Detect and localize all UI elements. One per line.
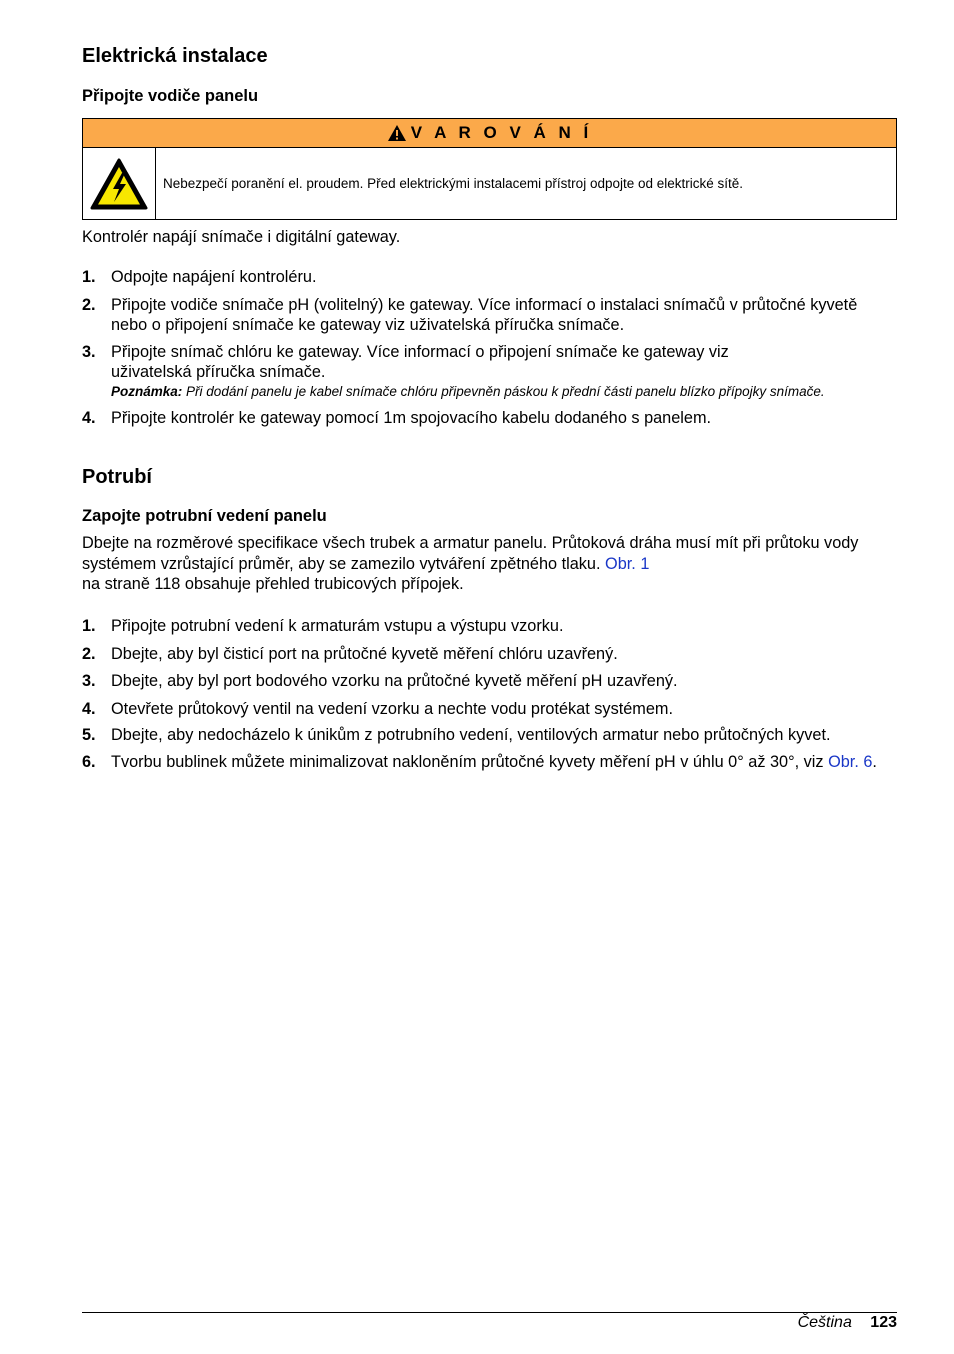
- subheading-connect-piping: Zapojte potrubní vedení panelu: [82, 507, 327, 525]
- list-item: 4. Otevřete průtokový ventil na vedení vzorku a nechte vodu protékat systémem.: [82, 699, 673, 718]
- list-item: 3. Dbejte, aby byl port bodového vzorku na průtočné kyvetě měření pH uzavřený.: [82, 672, 678, 690]
- warning-box: [82, 118, 897, 220]
- subheading-connect-wires: Připojte vodiče panelu: [82, 87, 259, 105]
- figure-link-1[interactable]: Obr. 1: [605, 554, 650, 573]
- intro-paragraph: Kontrolér napájí snímače i digitální gateway.: [82, 228, 401, 246]
- electric-shock-icon: [89, 157, 149, 211]
- list-item: 2. Dbejte, aby byl čisticí port na průtočné kyvetě měření chlóru uzavřený.: [82, 644, 618, 663]
- footer-language: Čeština: [797, 1314, 852, 1331]
- list-item: 5. Dbejte, aby nedocházelo k únikům z potrubního vedení, ventilových armatur nebo průtočných kyvet.: [82, 726, 831, 744]
- note-text: Při dodání panelu je kabel snímače chlóru připevněn páskou k přední části panelu blízko přípojky snímače.: [186, 383, 825, 399]
- section-heading-electrical: Elektrická instalace: [82, 45, 268, 67]
- warning-label: V A R O V Á N Í: [410, 123, 593, 142]
- list-item: 3. Připojte snímač chlóru ke gateway. Více informací o připojení snímače ke gateway viz uživatelská příručka snímače. Poznámka: Při dodání panelu je kabel snímače chlóru připevněn páskou k přední části panelu blízko přípojky snímače.: [82, 342, 897, 401]
- steps-list-electrical: [82, 267, 897, 428]
- note-label: Poznámka:: [111, 383, 183, 399]
- note: [111, 383, 897, 401]
- footer-divider: [82, 1312, 897, 1313]
- steps-list-piping: [82, 616, 897, 772]
- list-item: 2. Připojte vodiče snímače pH (volitelný) ke gateway. Více informací o instalaci snímačů v průtočné kyvetě nebo o připojení snímače ke gateway viz uživatelská příručka snímače.: [82, 295, 858, 334]
- list-item: 4. Připojte kontrolér ke gateway pomocí 1m spojovacího kabelu dodaného s panelem.: [82, 408, 712, 427]
- warning-triangle-icon: [387, 124, 407, 142]
- list-item: 1. Připojte potrubní vedení k armaturám vstupu a výstupu vzorku.: [82, 617, 564, 635]
- figure-link-6[interactable]: Obr. 6: [828, 752, 873, 771]
- section-heading-piping: Potrubí: [82, 466, 152, 488]
- warning-header: [83, 119, 896, 148]
- warning-text: Nebezpečí poranění el. proudem. Před elektrickými instalacemi přístroj odpojte od elektrické sítě.: [163, 176, 744, 191]
- warning-icon-cell: [83, 148, 156, 219]
- page-number: 123: [870, 1314, 897, 1331]
- page-footer: [798, 1313, 897, 1333]
- list-item: 6. Tvorbu bublinek můžete minimalizovat nakloněním průtočné kyvety měření pH v úhlu 0° až 30°, viz Obr. 6.: [82, 752, 877, 771]
- piping-paragraph: Dbejte na rozměrové specifikace všech trubek a armatur panelu. Průtoková dráha musí mít při průtoku vody systémem vzrůstající průměr, aby se zamezilo vytváření zpětného tlaku. Obr. 1 na straně 118 obsahuje přehled trubicových přípojek.: [82, 534, 859, 593]
- list-item: 1. Odpojte napájení kontroléru.: [82, 268, 317, 286]
